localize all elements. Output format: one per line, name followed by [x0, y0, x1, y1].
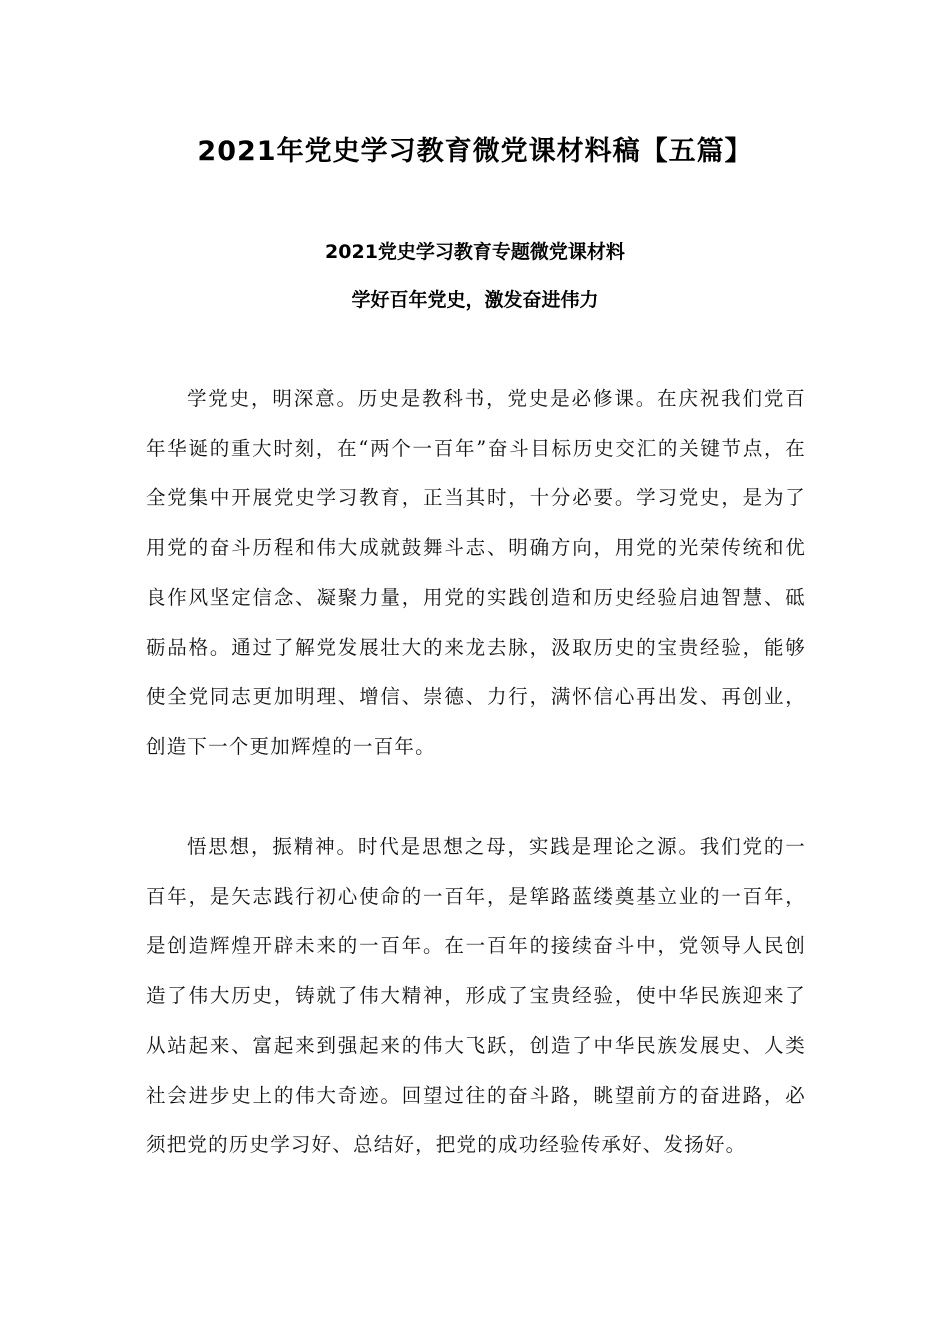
document-title: 2021年党史学习教育微党课材料稿【五篇】	[197, 136, 753, 167]
body-paragraph-2: 悟思想，振精神。时代是思想之母，实践是理论之源。我们党的一百年，是矢志践行初心使命的一百年，是筚路蓝缕奠基立业的一百年，是创造辉煌开辟未来的一百年。在一百年的接续奋斗中，党领导人民创造了伟大历史，铸就了伟大精神，形成了宝贵经验，使中华民族迎来了从站起来、富起来到强起来的伟大飞跃，创造了中华民族发展史、人类社会进步史上的伟大奇迹。回望过往的奋斗路，眺望前方的奋进路，必须把党的历史学习好、总结好，把党的成功经验传承好、发扬好。	[146, 835, 806, 1157]
section-heading: 学好百年党史，激发奋进伟力	[351, 289, 599, 311]
document-subtitle: 2021党史学习教育专题微党课材料	[325, 241, 625, 263]
body-paragraph-1: 学党史，明深意。历史是教科书，党史是必修课。在庆祝我们党百年华诞的重大时刻，在“两个一百年”奋斗目标历史交汇的关键节点，在全党集中开展党史学习教育，正当其时，十分必要。学习党史，是为了用党的奋斗历程和伟大成就鼓舞斗志、明确方向，用党的光荣传统和优良作风坚定信念、凝聚力量，用党的实践创造和历史经验启迪智慧、砥砺品格。通过了解党发展壮大的来龙去脉，汲取历史的宝贵经验，能够使全党同志更加明理、增信、崇德、力行，满怀信心再出发、再创业，创造下一个更加辉煌的一百年。	[146, 387, 806, 758]
